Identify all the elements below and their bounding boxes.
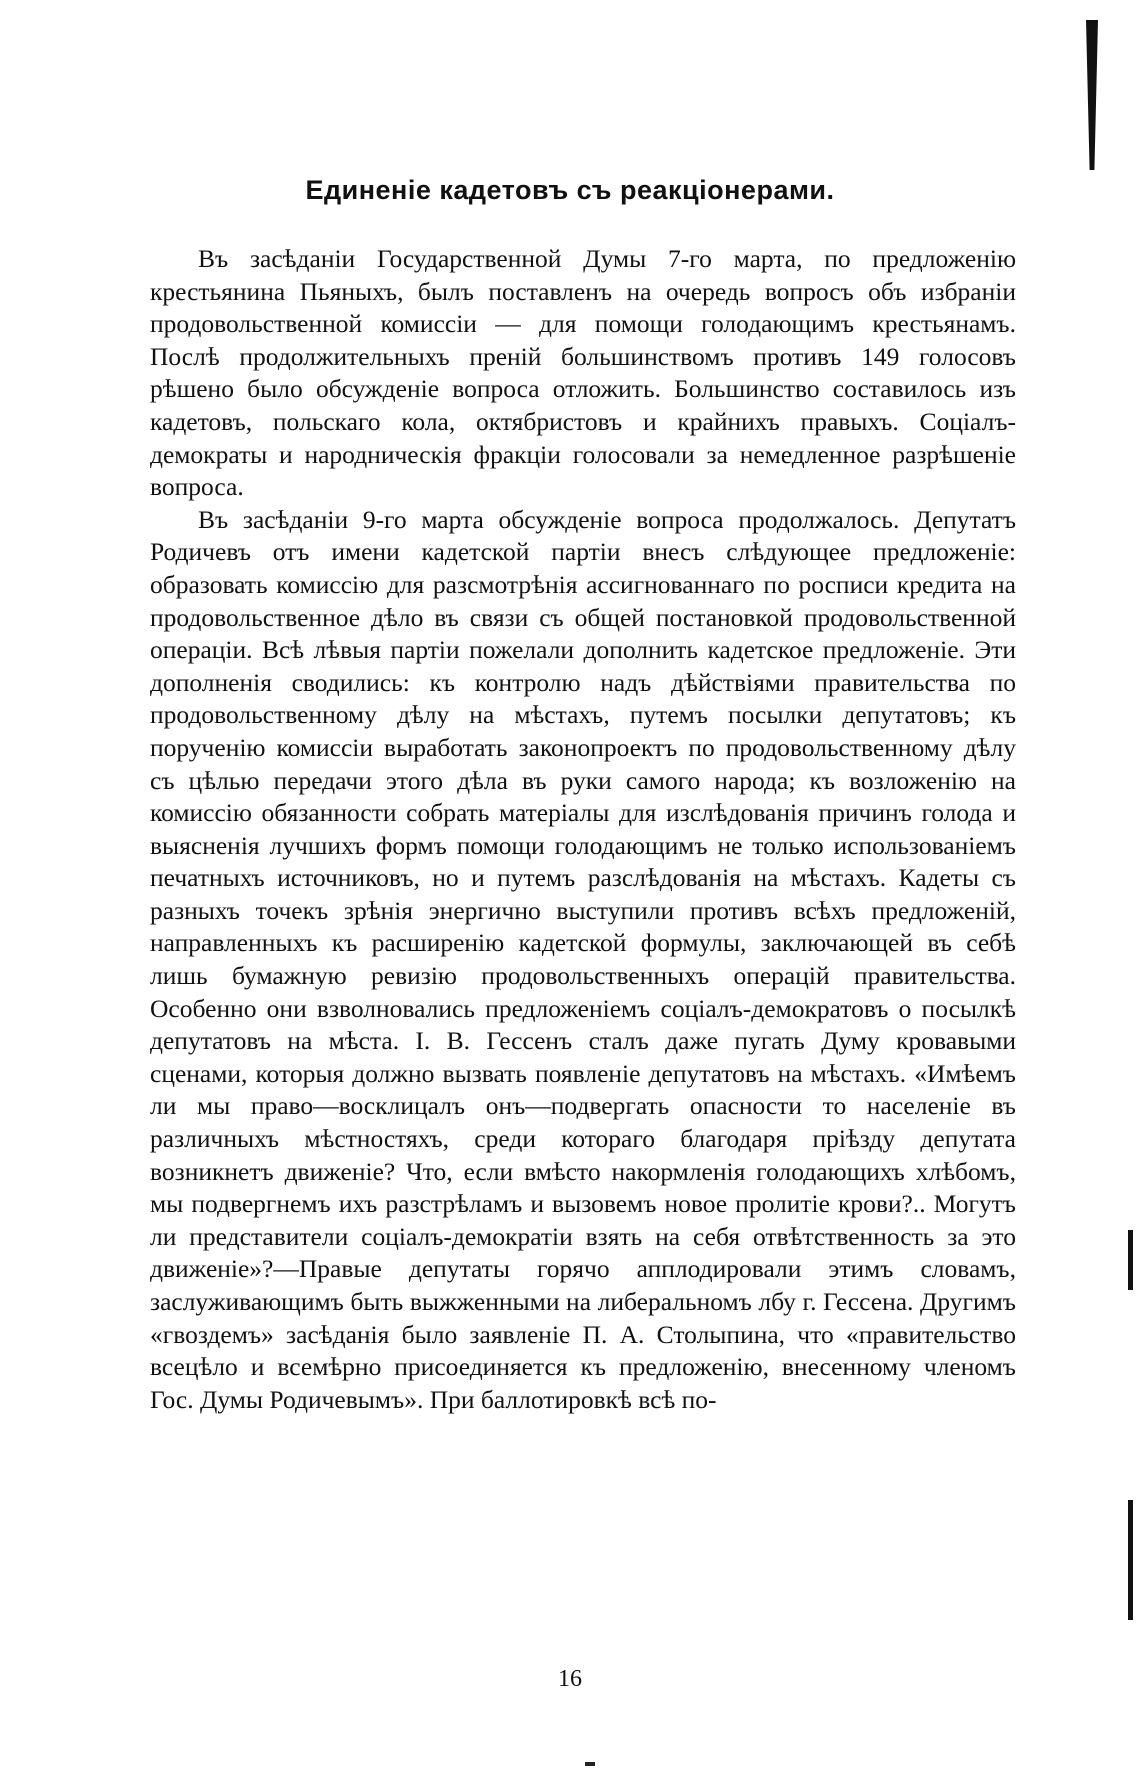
paragraph: Въ засѣданiи Государственной Думы 7-го марта, по предложенiю крестьянина Пьяныхъ, былъ поставленъ на очередь вопросъ объ избранiи продовольственной комиссiи — для помощи голодающимъ крестьянамъ. Послѣ продолжительныхъ пренiй большинствомъ противъ 149 голосовъ рѣшено было обсужденiе вопроса отложить. Большинство составилось изъ кадетовъ, польскаго кола, октябристовъ и крайнихъ правыхъ. Соцiалъ-демократы и народническiя фракцiи голосовали за немедленное разрѣшенiе вопроса.: [150, 244, 1016, 502]
page-number: 16: [558, 1666, 582, 1692]
scan-edge-mark: [1128, 1500, 1133, 1620]
paragraph: Въ засѣданiи 9-го марта обсужденiе вопроса продолжалось. Депутатъ Родичевъ отъ имени кадетской партiи внесъ слѣдующее предложенiе: образовать комиссiю для разсмотрѣнiя ассигнованнаго по росписи кредита на продовольственное дѣло въ связи съ общей постановкой продовольственной операцiи. Всѣ лѣвыя партiи пожелали дополнить кадетское предложенiе. Эти дополненiя сводились: къ контролю надъ дѣйствiями правительства по продовольственному дѣлу на мѣстахъ, путемъ посылки депутатовъ; къ порученiю комиссiи выработать законопроектъ по продовольственному дѣлу съ цѣлью передачи этого дѣла въ руки самого народа; къ возложенiю на комиссiю обязанности собрать матерiалы для изслѣдованiя причинъ голода и выясненiя лучшихъ формъ помощи голодающимъ не только использованiемъ печатныхъ источниковъ, но и путемъ разслѣдованiя на мѣстахъ. Кадеты съ разныхъ точекъ зрѣнiя энергично выступили противъ всѣхъ предложенiй, направленныхъ къ расширенiю кадетской формулы, заключающей въ себѣ лишь бумажную ревизiю продовольственныхъ операцiй правительства. Особенно они взволновались предложенiемъ соцiалъ-демократовъ о посылкѣ депутатовъ на мѣста. I. В. Гессенъ сталъ даже пугать Думу кровавыми сценами, которыя должно вызвать появленiе депутатовъ на мѣстахъ. «Имѣемъ ли мы право—восклицалъ онъ—подвергать опасности то населенiе въ различныхъ мѣстностяхъ, среди котораго благодаря прiѣзду депутата возникнетъ движенiе? Что, если вмѣсто накормленiя голодающихъ хлѣбомъ, мы подвергнемъ ихъ разстрѣламъ и вызовемъ новое пролитiе крови?.. Могутъ ли представители соцiалъ-демократiи взять на себя отвѣтственность за это движенiе»?—Правые депутаты горячо апплодировали этимъ словамъ, заслуживающимъ быть выжженными на либеральномъ лбу г. Гессена. Другимъ «гвоздемъ» засѣданiя было заявленiе П. А. Столыпина, что «правительство всецѣло и всемѣрно присоединяется къ предложенiю, внесенному членомъ Гос. Думы Родичевымъ». При баллотировкѣ всѣ по-: [150, 504, 1016, 1414]
scan-edge-mark: [1128, 1230, 1133, 1290]
scan-edge-mark: [1086, 20, 1098, 170]
page-title: Единенiе кадетовъ съ реакцiонерами.: [305, 175, 835, 205]
scan-dash-mark: [585, 1762, 595, 1766]
body-text: [150, 243, 1016, 1416]
